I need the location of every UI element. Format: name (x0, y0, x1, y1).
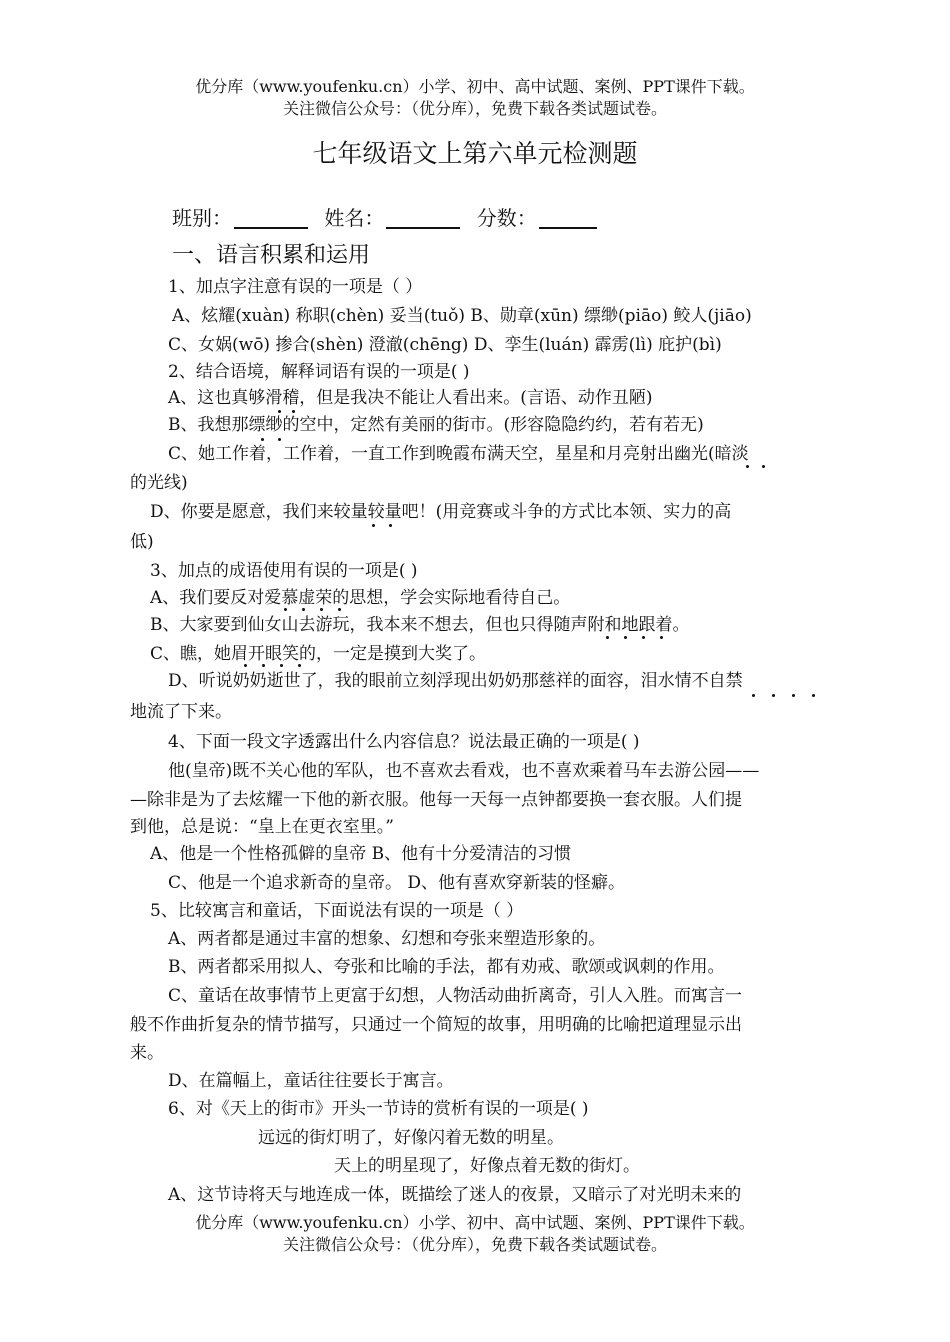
q3-option-a: A、我们要反对爱慕虚荣的思想，学会实际地看待自己。 (150, 588, 571, 608)
q2-stem: 2、结合语境，解释词语有误的一项是( ) (168, 362, 470, 382)
q6-stem: 6、对《天上的街市》开头一节诗的赏析有误的一项是( ) (168, 1099, 589, 1119)
class-label: 班别： (172, 206, 232, 230)
page-title: 七年级语文上第六单元检测题 (312, 139, 638, 168)
class-blank[interactable] (234, 207, 308, 229)
q4-stem: 4、下面一段文字透露出什么内容信息？说法最正确的一项是( ) (168, 732, 640, 752)
q4-option-ab: A、他是一个性格孤僻的皇帝 B、他有十分爱清洁的习惯 (150, 844, 572, 864)
q5-option-c: C、童话在故事情节上更富于幻想，人物活动曲折离奇，引人入胜。而寓言一 (168, 986, 743, 1006)
q5-option-c-cont-2: 来。 (130, 1043, 164, 1063)
q3-option-d-cont: 地流了下来。 (130, 702, 232, 722)
q5-stem: 5、比较寓言和童话，下面说法有误的一项是（ ） (150, 901, 524, 921)
section-heading: 一、语言积累和运用 (172, 243, 371, 268)
q4-passage-line-1: 他(皇帝)既不关心他的军队，也不喜欢去看戏，也不喜欢乘着马车去游公园—— (168, 761, 760, 781)
header-line-2: 关注微信公众号：（优分库），免费下载各类试题试卷。 (282, 99, 667, 118)
q2-option-b: B、我想那缥缈的空中，定然有美丽的街市。(形容隐隐约约，若有若无) (168, 415, 704, 435)
q4-option-cd: C、他是一个追求新奇的皇帝。 D、他有喜欢穿新装的怪癖。 (168, 873, 626, 893)
emphasis-dots-suishengfuhe (600, 636, 672, 642)
emphasis-dots-qingbuzijin (746, 694, 822, 700)
poem-line-2: 天上的明星现了，好像点着无数的街灯。 (334, 1156, 640, 1176)
student-info-row (172, 206, 607, 230)
q3-stem: 3、加点的成语使用有误的一项是( ) (150, 561, 418, 581)
header-line-1: 优分库（www.youfenku.cn）小学、初中、高中试题、案例、PPT课件下载。 (195, 77, 755, 96)
emphasis-dots-meikaiyanxiao (222, 664, 294, 670)
q4-passage-line-3: 到他，总是说：“皇上在更衣室里。” (130, 817, 394, 837)
score-label: 分数： (476, 206, 537, 230)
emphasis-dots-youguang (740, 465, 770, 471)
name-label: 姓名： (324, 206, 385, 230)
name-blank[interactable] (386, 207, 460, 229)
q3-option-d: D、听说奶奶逝世了，我的眼前立刻浮现出奶奶那慈祥的面容，泪水情不自禁 (168, 671, 743, 691)
q5-option-b: B、两者都采用拟人、夸张和比喻的手法，都有劝戒、歌颂或讽刺的作用。 (168, 957, 725, 977)
q4-passage-line-2: —除非是为了去炫耀一下他的新衣服。他每一天每一点钟都要换一套衣服。人们提 (130, 790, 742, 810)
footer-line-1: 优分库（www.youfenku.cn）小学、初中、高中试题、案例、PPT课件下载。 (195, 1213, 755, 1232)
footer-line-2: 关注微信公众号：（优分库），免费下载各类试题试卷。 (282, 1235, 667, 1254)
q2-option-c: C、她工作着，工作着，一直工作到晚霞布满天空，星星和月亮射出幽光(暗淡 (168, 444, 749, 464)
q6-option-a: A、这节诗将天与地连成一体，既描绘了迷人的夜景，又暗示了对光明未来的 (168, 1185, 742, 1205)
q1-option-cd: C、女娲(wō) 掺合(shèn) 澄澈(chēng) D、孪生(luán) 霹雳(lì) 庇护(bì) (168, 335, 722, 355)
q3-option-b: B、大家要到仙女山去游玩，我本来不想去，但也只得随声附和地跟着。 (150, 615, 690, 635)
emphasis-dots-huaji (276, 410, 296, 416)
q2-option-d-cont: 低) (130, 532, 154, 552)
poem-line-1: 远远的街灯明了，好像闪着无数的明星。 (258, 1128, 564, 1148)
q3-option-c: C、瞧，她眉开眼笑的，一定是摸到大奖了。 (150, 644, 487, 664)
q5-option-a: A、两者都是通过丰富的想象、幻想和夸张来塑造形象的。 (168, 929, 606, 949)
q5-option-d: D、在篇幅上，童话往往要长于寓言。 (168, 1071, 454, 1091)
q1-option-ab: A、炫耀(xuàn) 称职(chèn) 妥当(tuǒ) B、勋章(xūn) 缥缈(piāo) 鲛人(jiāo) (172, 306, 752, 326)
emphasis-dots-jiaoliang (364, 524, 398, 530)
q1-stem: 1、加点字注意有误的一项是（ ） (168, 277, 423, 297)
q5-option-c-cont-1: 般不作曲折复杂的情节描写，只通过一个简短的故事，用明确的比喻把道理显示出 (130, 1015, 742, 1035)
emphasis-dots-piaomiao (252, 438, 292, 444)
q2-option-a: A、这也真够滑稽，但是我决不能让人看出来。(言语、动作丑陋) (168, 388, 653, 408)
q2-option-c-cont: 的光线) (130, 473, 188, 493)
emphasis-dots-aimuxurong (278, 608, 350, 614)
q2-option-d: D、你要是愿意，我们来较量较量吧！(用竞赛或斗争的方式比本领、实力的高 (150, 502, 732, 522)
score-blank[interactable] (539, 207, 597, 229)
